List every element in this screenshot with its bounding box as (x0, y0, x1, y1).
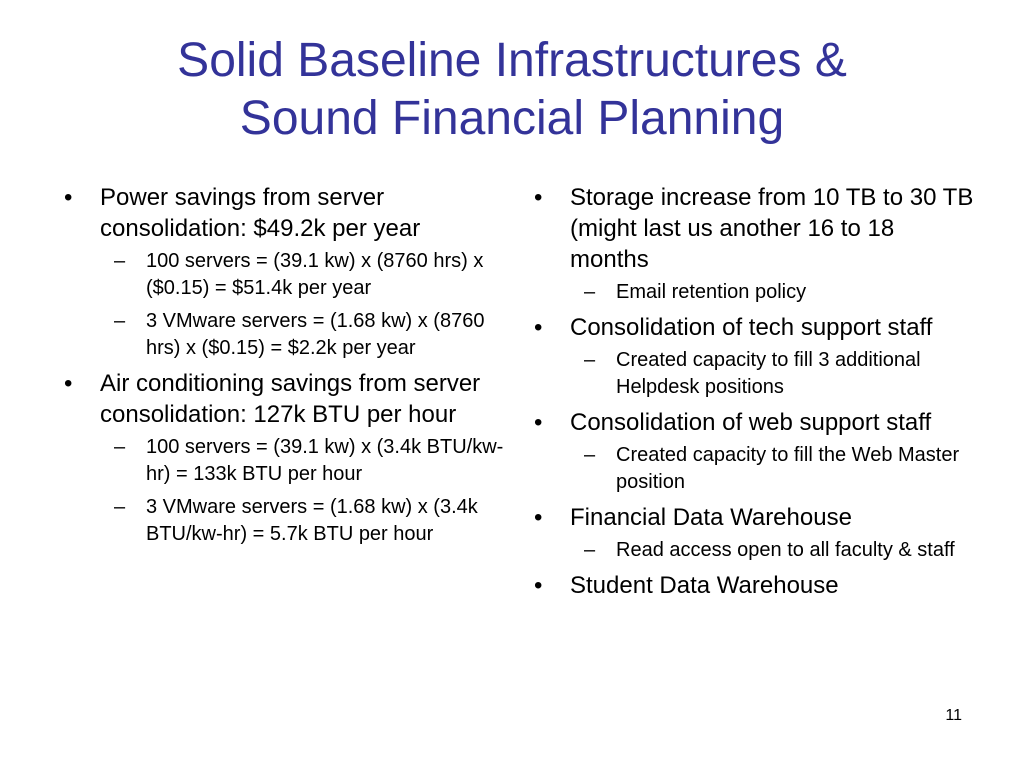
bullet-icon: • (64, 184, 73, 211)
bullet-icon: • (534, 314, 543, 341)
dash-icon: – (114, 310, 126, 332)
sub-bullet-list (570, 347, 974, 401)
bullet-item-web-support (534, 407, 974, 496)
bullet-icon: • (534, 409, 543, 436)
bullet-text: Consolidation of tech support staff (570, 314, 933, 341)
dash-icon: – (584, 349, 596, 371)
dash-icon: – (584, 539, 596, 561)
bullet-icon: • (64, 370, 73, 397)
bullet-text: Power savings from server consolidation: $49.2k per year (100, 184, 421, 242)
sub-bullet-item (100, 434, 504, 488)
sub-bullet-list (100, 248, 504, 362)
bullet-item-air-conditioning (64, 368, 504, 548)
sub-bullet-item (570, 442, 974, 496)
right-bullet-list (534, 182, 974, 607)
dash-icon: – (584, 444, 596, 466)
sub-bullet-list (100, 434, 504, 548)
sub-bullet-item (570, 279, 974, 306)
dash-icon: – (584, 281, 596, 303)
sub-bullet-list (570, 442, 974, 496)
bullet-item-storage-increase (534, 182, 974, 306)
sub-bullet-text: Email retention policy (616, 281, 807, 303)
sub-bullet-text: 100 servers = (39.1 kw) x (8760 hrs) x ($0.15) = $51.4k per year (146, 250, 484, 299)
bullet-icon: • (534, 504, 543, 531)
sub-bullet-text: Created capacity to fill 3 additional Helpdesk positions (616, 349, 921, 398)
bullet-item-power-savings (64, 182, 504, 362)
bullet-text: Student Data Warehouse (570, 572, 839, 599)
sub-bullet-item (570, 347, 974, 401)
dash-icon: – (114, 496, 126, 518)
bullet-text: Air conditioning savings from server consolidation: 127k BTU per hour (100, 370, 481, 428)
bullet-text: Financial Data Warehouse (570, 504, 852, 531)
slide-title-line-1: Solid Baseline Infrastructures & (177, 34, 847, 87)
sub-bullet-list (570, 279, 974, 306)
dash-icon: – (114, 436, 126, 458)
bullet-item-tech-support (534, 312, 974, 401)
left-bullet-list (64, 182, 504, 554)
sub-bullet-list (570, 537, 974, 564)
slide-title-line-2: Sound Financial Planning (239, 92, 785, 145)
sub-bullet-item (100, 494, 504, 548)
bullet-text: Storage increase from 10 TB to 30 TB (might last us another 16 to 18 months (570, 184, 974, 273)
bullet-item-student-data-warehouse (534, 570, 974, 601)
sub-bullet-text: 3 VMware servers = (1.68 kw) x (3.4k BTU/kw-hr) = 5.7k BTU per hour (146, 496, 478, 545)
page-number: 11 (945, 707, 962, 724)
slide-title (60, 32, 964, 148)
sub-bullet-item (100, 308, 504, 362)
sub-bullet-text: 100 servers = (39.1 kw) x (3.4k BTU/kw-hr) = 133k BTU per hour (146, 436, 504, 485)
sub-bullet-item (570, 537, 974, 564)
sub-bullet-text: Read access open to all faculty & staff (616, 539, 955, 561)
dash-icon: – (114, 250, 126, 272)
sub-bullet-text: Created capacity to fill the Web Master position (616, 444, 960, 493)
bullet-icon: • (534, 184, 543, 211)
sub-bullet-text: 3 VMware servers = (1.68 kw) x (8760 hrs) x ($0.15) = $2.2k per year (146, 310, 485, 359)
bullet-item-financial-data-warehouse (534, 502, 974, 564)
bullet-text: Consolidation of web support staff (570, 409, 932, 436)
sub-bullet-item (100, 248, 504, 302)
bullet-icon: • (534, 572, 543, 599)
